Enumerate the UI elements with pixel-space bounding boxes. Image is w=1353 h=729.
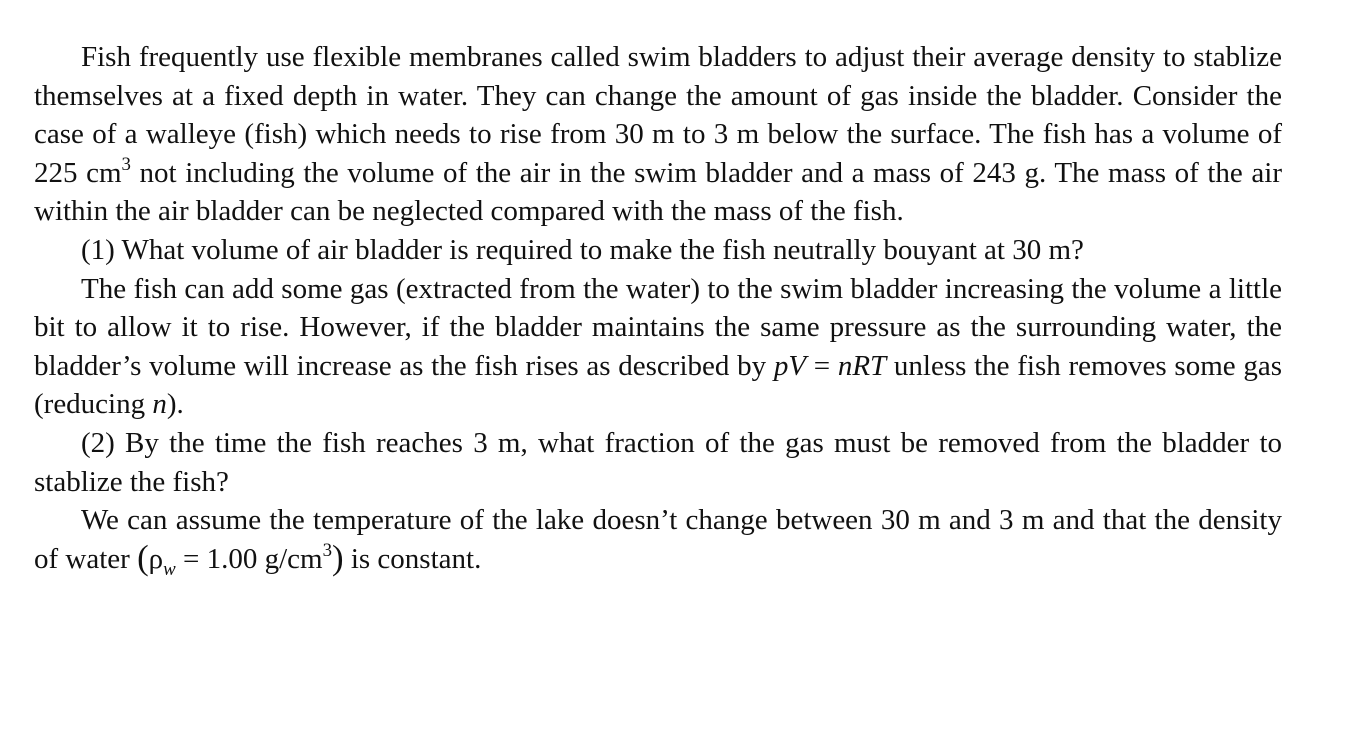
intro-paragraph — [34, 38, 1282, 231]
assumption-text-end: is constant. — [343, 542, 482, 575]
gas-law-text-end: ). — [166, 388, 184, 421]
density-exponent: 3 — [322, 540, 332, 562]
question-1-text: (1) What volume of air bladder is required to make the fish neutrally bouyant at 30 m? — [81, 233, 1084, 266]
equation-lhs: pV — [773, 349, 807, 382]
gas-law-text-mid: unless the fish removes some gas (reducing — [34, 349, 1282, 421]
assumption-paragraph — [34, 501, 1282, 578]
rho-subscript: w — [163, 558, 176, 580]
gas-law-text: The fish can add some gas (extracted from the water) to the swim bladder increasing the volume a little bit to allow it to rise. However, if the bladder maintains the same pressure as the surrounding water, the bladder’s volume will increase as the fish rises as described by — [34, 272, 1282, 382]
intro-text: Fish frequently use flexible membranes called swim bladders to adjust their average density to stablize themselves at a fixed depth in water. They can change the amount of gas inside the bladder. Consider the case of a walleye (fish) which needs to rise from 30 m to 3 m below the surface. The fish has a volume of 225 cm — [34, 41, 1282, 189]
density-value: = 1.00 g/cm — [175, 542, 323, 575]
cm-cubed-exponent: 3 — [121, 154, 131, 176]
equation-rhs: nRT — [837, 349, 887, 382]
paren-close: ) — [331, 538, 344, 578]
intro-text-tail: not including the volume of the air in the swim bladder and a mass of 243 g. The mass of the air within the air bladder can be neglected compared with the mass of the fish. — [34, 156, 1282, 228]
question-1 — [34, 231, 1282, 270]
paren-open: ( — [137, 538, 149, 578]
variable-n: n — [152, 388, 167, 421]
rho-symbol: ρ — [148, 542, 164, 575]
equation-equals: = — [806, 349, 838, 382]
question-2-text: (2) By the time the fish reaches 3 m, what fraction of the gas must be removed from the bladder to stablize the fish? — [34, 426, 1282, 498]
assumption-text: We can assume the temperature of the lake doesn’t change between 30 m and 3 m and that the density of water — [34, 504, 1282, 575]
gas-law-paragraph — [34, 270, 1282, 424]
question-2 — [34, 424, 1282, 501]
problem-text — [34, 38, 1282, 578]
